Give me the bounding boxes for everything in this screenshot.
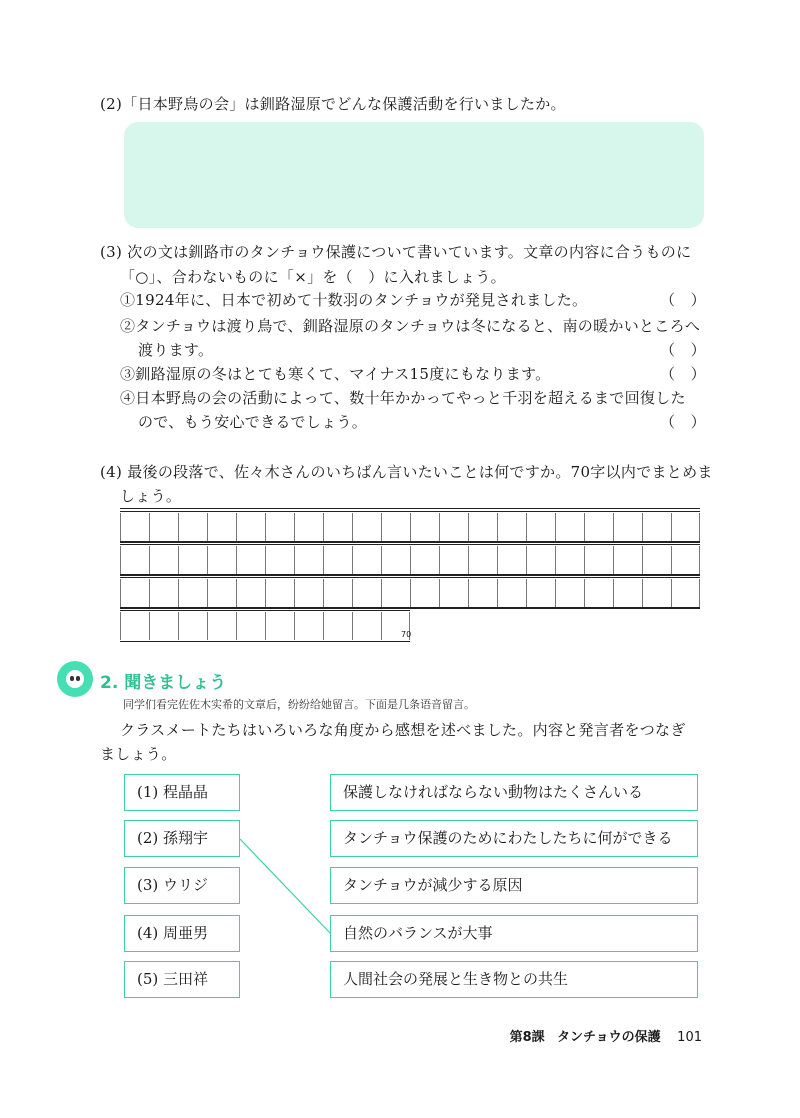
speaker-box[interactable]: (4) 周亜男 xyxy=(124,915,240,952)
statement-2-line-1: ②タンチョウは渡り鳥で、釧路湿原のタンチョウは冬になると、南の暖かいところへ xyxy=(120,317,701,335)
question-4-line-1: (4) 最後の段落で、佐々木さんのいちばん言いたいことは何ですか。70字以内でまとめま xyxy=(100,463,713,481)
statement-4-line-1: ④日本野鳥の会の活動によって、数十年かかってやっと千羽を超えるまで回復した xyxy=(120,389,686,407)
speaker-box[interactable]: (5) 三田祥 xyxy=(124,961,240,998)
question-3-line-1: (3) 次の文は釧路市のタンチョウ保護について書いています。文章の内容に合うものに xyxy=(100,243,692,261)
statement-3: ③釧路湿原の冬はとても寒くて、マイナス15度にもなります。 xyxy=(120,365,551,383)
answer-paren-1[interactable]: （ ） xyxy=(660,291,706,309)
answer-paren-4[interactable]: （ ） xyxy=(660,413,706,431)
section-title: 2. 聞きましょう xyxy=(100,673,227,693)
content-box[interactable]: タンチョウ保護のためにわたしたちに何ができる xyxy=(330,820,698,857)
instruction-line-1: クラスメートたちはいろいろな角度から感想を述べました。内容と発言者をつなぎ xyxy=(120,721,686,739)
chinese-note: 同学们看完佐佐木实希的文章后，纷纷给她留言。下面是几条语音留言。 xyxy=(123,698,475,711)
instruction-line-2: ましょう。 xyxy=(100,745,177,763)
content-box[interactable]: 保護しなければならない動物はたくさんいる xyxy=(330,774,698,811)
lesson-number: 第8課 xyxy=(509,1030,545,1045)
statement-4-line-2: ので、もう安心できるでしょう。 xyxy=(138,413,368,431)
statement-1: ①1924年に、日本で初めて十数羽のタンチョウが発見されました。 xyxy=(120,291,588,309)
speaker-box[interactable]: (1) 程晶晶 xyxy=(124,774,240,811)
content-box[interactable]: タンチョウが減少する原因 xyxy=(330,867,698,904)
page-footer xyxy=(510,1026,702,1045)
question-3-line-2: 「○」、合わないものに「×」を（ ）に入れましょう。 xyxy=(120,268,506,286)
page-number: 101 xyxy=(677,1030,702,1045)
answer-paren-3[interactable]: （ ） xyxy=(660,365,706,383)
char-limit-mark: 70 xyxy=(401,630,412,639)
question-4-line-2: しょう。 xyxy=(120,487,182,505)
lesson-title: タンチョウの保護 xyxy=(557,1030,661,1045)
question-2-prompt: (2)「日本野鳥の会」は釧路湿原でどんな保護活動を行いましたか。 xyxy=(100,95,566,113)
connector-line-example xyxy=(240,839,330,933)
answer-paren-2[interactable]: （ ） xyxy=(660,341,706,359)
speaker-box[interactable]: (2) 孫翔宇 xyxy=(124,820,240,857)
content-box[interactable]: 自然のバランスが大事 xyxy=(330,915,698,952)
content-box[interactable]: 人間社会の発展と生き物との共生 xyxy=(330,961,698,998)
speaker-box[interactable]: (3) ウリジ xyxy=(124,867,240,904)
statement-2-line-2: 渡ります。 xyxy=(138,341,214,359)
